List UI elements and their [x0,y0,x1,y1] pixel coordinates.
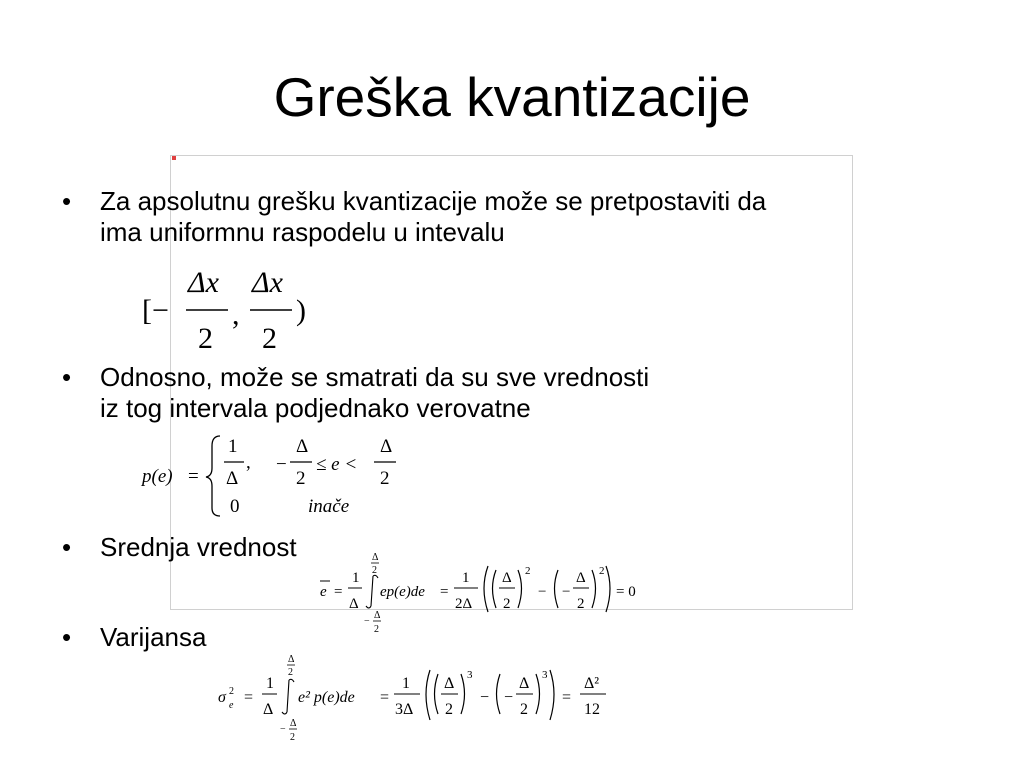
case1-value-num: 1 [228,436,238,457]
bullet-item-1 [62,186,767,248]
outer-paren-left [484,566,488,612]
pdf-lhs: p(e) [142,466,173,487]
frac-den: 2 [520,701,528,718]
paren-right [518,570,522,608]
int-upper-den: 2 [288,667,293,678]
minus-sign: − [562,584,571,600]
integrand: ep(e)de [380,584,425,600]
int-lower-den: 2 [374,624,379,635]
paren-right [461,674,465,714]
paren-right [536,674,540,714]
paren-left [555,570,559,608]
paren-right [592,570,596,608]
comma: , [232,298,240,331]
result-num: Δ² [584,675,600,692]
case2-value: 0 [230,496,240,517]
equals-sign: = [334,584,343,600]
int-lower-num: Δ [290,718,297,729]
bullet-text-line: iz tog intervala podjednako verovatne [100,393,531,423]
bullet-text-line: ima uniformnu raspodelu u intevalu [100,217,505,247]
delta-x-numerator: Δx [188,266,219,299]
open-bracket: [ [142,294,152,327]
case1-value-den: Δ [226,468,239,489]
minus-sign: − [152,294,169,327]
mean-lhs: e [320,584,327,600]
lower-bound-num: Δ [296,436,309,457]
bullet-item-4 [62,622,207,653]
bullet-dot: • [62,362,72,392]
bullet-dot: • [62,622,72,652]
paren-left [435,674,439,714]
outer-paren-right [550,670,554,720]
case2-condition: inače [308,496,350,517]
coef-num: 1 [352,570,360,586]
integral-sign [282,679,294,714]
int-lower-minus: − [364,616,370,627]
variance-equation [214,650,614,750]
frac-den: 2 [445,701,453,718]
bullet-item-3 [62,532,297,563]
lower-bound-den: 2 [296,468,306,489]
coef2-num: 1 [462,570,470,586]
power: 3 [542,669,548,681]
bullet-text-line: Za apsolutnu grešku kvantizacije može se pretpostaviti da [100,186,767,216]
coef-den: Δ [349,596,359,612]
int-upper-num: Δ [288,654,295,665]
upper-bound-den: 2 [380,468,390,489]
result-den: 12 [584,701,600,718]
pdf-equation [140,430,410,520]
frac-num: Δ [444,675,455,692]
bullet-text-line: Varijansa [100,622,207,652]
variance-lhs-sup: 2 [229,686,234,697]
paren-left [497,674,501,714]
bullet-item-2 [62,362,650,424]
integrand: e² p(e)de [298,689,355,706]
bullet-text-line: Srednja vrednost [100,532,297,562]
minus-sign: − [504,689,514,706]
denominator-two: 2 [198,322,213,355]
denominator-two: 2 [262,322,277,355]
power: 3 [467,669,473,681]
frac-den: 2 [503,596,511,612]
close-bracket: ) [296,294,306,327]
power: 2 [599,565,605,577]
integral-sign [366,575,378,608]
outer-paren-right [606,566,610,612]
frac-num: Δ [502,570,512,586]
frac-num: Δ [576,570,586,586]
equals-sign: = [440,584,449,600]
frac-den: 2 [577,596,585,612]
int-upper-den: 2 [372,565,377,576]
bullet-dot: • [62,532,72,562]
minus-sign: − [480,689,490,706]
int-lower-num: Δ [374,610,381,621]
mean-equation [316,548,646,640]
upper-bound-num: Δ [380,436,393,457]
outer-paren-left [426,670,430,720]
interval-equation [138,262,318,358]
mean-result: = 0 [616,584,636,600]
bullet-dot: • [62,186,72,216]
slide-title: Greška kvantizacije [273,66,751,128]
coef2-num: 1 [402,675,410,692]
coef-den: Δ [263,701,274,718]
cases-brace [206,436,220,516]
case1-comma: , [246,452,251,473]
equals-sign: = [244,689,254,706]
delta-x-numerator: Δx [252,266,283,299]
paren-left [493,570,497,608]
int-lower-minus: − [280,724,286,735]
equals-sign: = [188,466,199,487]
equals-sign: = [562,689,572,706]
frac-num: Δ [519,675,530,692]
coef2-den: 2Δ [455,596,473,612]
int-lower-den: 2 [290,732,295,743]
coef-num: 1 [266,675,274,692]
object-marker-icon [172,156,176,160]
equals-sign: = [380,689,390,706]
variance-lhs: σ [218,689,226,706]
int-upper-num: Δ [372,552,379,563]
coef2-den: 3Δ [395,701,414,718]
minus-sign: − [538,584,547,600]
case1-relation: ≤ e < [316,454,358,475]
power: 2 [525,565,531,577]
bullet-text-line: Odnosno, može se smatrati da su sve vrednosti [100,362,650,392]
case1-minus: − [276,454,287,475]
variance-lhs-sub: e [229,700,234,711]
